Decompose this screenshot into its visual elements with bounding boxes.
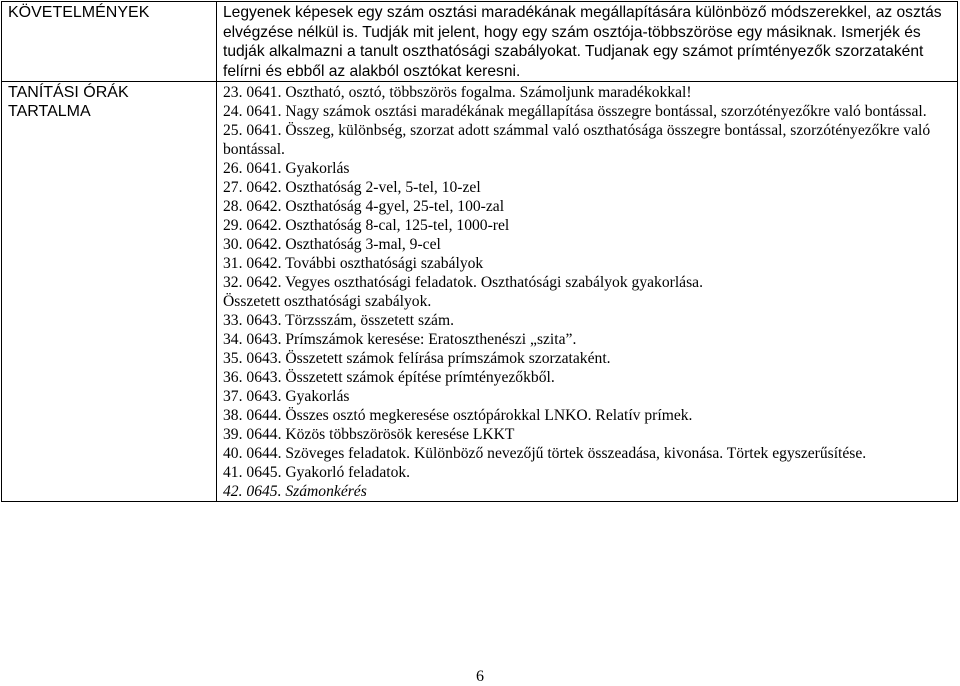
lesson-item: Összetett oszthatósági szabályok. — [223, 293, 432, 310]
lesson-item: 28. 0642. Oszthatóság 4-gyel, 25-tel, 100-zal — [223, 198, 505, 215]
lesson-item: 33. 0643. Törzsszám, összetett szám. — [223, 312, 454, 329]
requirements-content-cell — [217, 2, 958, 82]
requirements-label: KÖVETELMÉNYEK — [8, 4, 150, 21]
lesson-item: 41. 0645. Gyakorló feladatok. — [223, 464, 411, 481]
lesson-item: 24. 0641. Nagy számok osztási maradékának megállapítása összegre bontással, szorzótényezőkre való bontással. — [223, 103, 927, 120]
lesson-item: 31. 0642. További oszthatósági szabályok — [223, 255, 484, 272]
curriculum-table — [1, 1, 958, 502]
page-number: 6 — [476, 668, 484, 685]
requirements-row — [2, 2, 958, 82]
lesson-item: 36. 0643. Összetett számok építése prímtényezőkből. — [223, 369, 555, 386]
lessons-content-cell — [217, 82, 958, 502]
requirements-label-cell — [2, 2, 217, 82]
lesson-item: 30. 0642. Oszthatóság 3-mal, 9-cel — [223, 236, 441, 253]
lesson-item-assessment: 42. 0645. Számonkérés — [223, 483, 367, 500]
lesson-item: 35. 0643. Összetett számok felírása prímszámok szorzataként. — [223, 350, 611, 367]
lessons-label-line-1: TANÍTÁSI ÓRÁK — [8, 84, 129, 101]
lesson-item: 29. 0642. Oszthatóság 8-cal, 125-tel, 1000-rel — [223, 217, 510, 234]
lesson-item: 32. 0642. Vegyes oszthatósági feladatok. Oszthatósági szabályok gyakorlása. — [223, 274, 703, 291]
lessons-label-line-2: TARTALMA — [8, 103, 91, 120]
lesson-item: 26. 0641. Gyakorlás — [223, 160, 350, 177]
lesson-item: 34. 0643. Prímszámok keresése: Eratoszthenészi „szita”. — [223, 331, 577, 348]
requirements-text: Legyenek képesek egy szám osztási maradékának megállapítására különböző módszerekkel, az osztás elvégzése nélkül is. Tudják mit jelent, hogy egy szám osztója-többszöröse egy másiknak. Ismerjék és tudják alkalmazni a tanult oszthatósági szabályokat. Tudjanak egy számot prímtényezők szorzataként felírni és ebből az alakból osztókat keresni. — [223, 4, 942, 80]
lesson-item: 23. 0641. Osztható, osztó, többszörös fogalma. Számoljunk maradékokkal! — [223, 84, 692, 101]
lesson-item: 27. 0642. Oszthatóság 2-vel, 5-tel, 10-zel — [223, 179, 481, 196]
lessons-label-cell — [2, 82, 217, 502]
lesson-item: 40. 0644. Szöveges feladatok. Különböző nevezőjű törtek összeadása, kivonása. Törtek egyszerűsítése. — [223, 445, 867, 462]
lessons-row — [2, 82, 958, 502]
lesson-item: 38. 0644. Összes osztó megkeresése osztópárokkal LNKO. Relatív prímek. — [223, 407, 693, 424]
lesson-item: 39. 0644. Közös többszörösök keresése LKKT — [223, 426, 515, 443]
lesson-item: 25. 0641. Összeg, különbség, szorzat adott számmal való oszthatósága összegre bontással, szorzótényezőkre való bontással. — [223, 122, 931, 158]
lesson-item: 37. 0643. Gyakorlás — [223, 388, 350, 405]
